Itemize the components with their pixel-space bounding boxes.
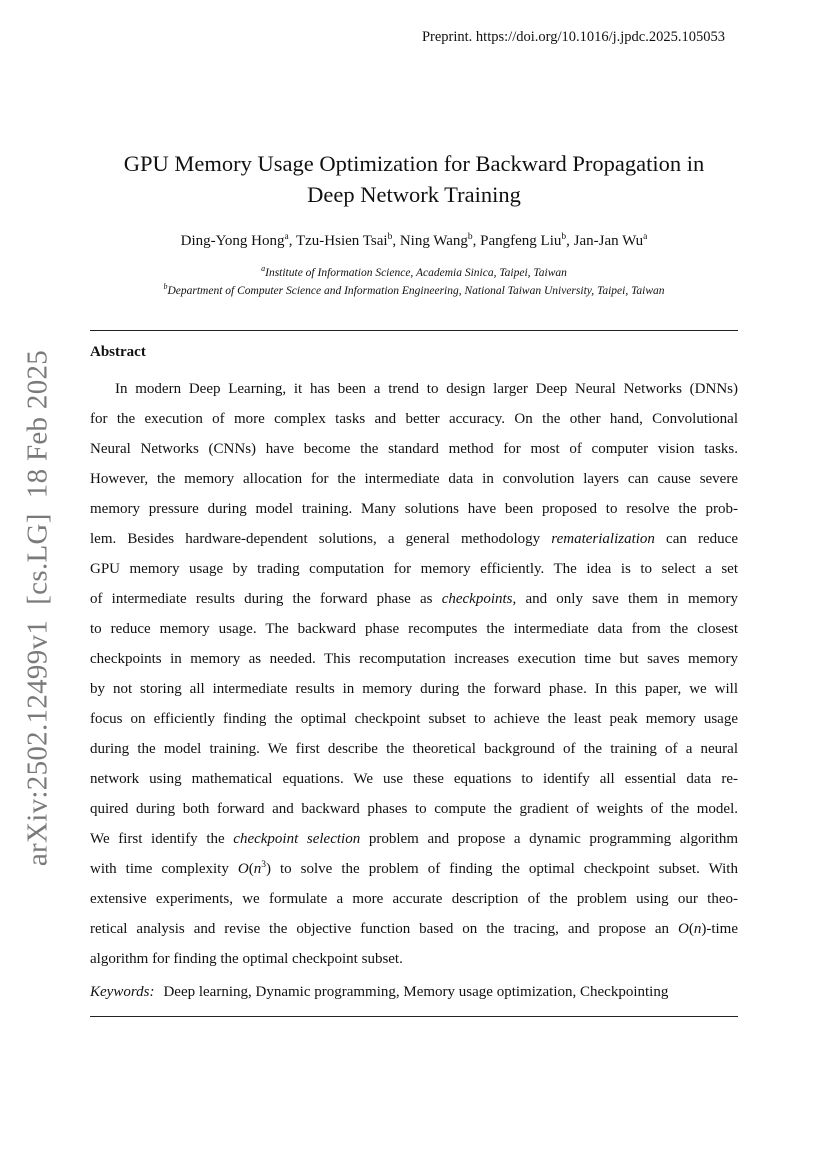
abstract-line: to reduce memory usage. The backward phase recomputes the intermediate data from the closest <box>90 621 738 637</box>
affiliation-text: Institute of Information Science, Academia Sinica, Taipei, Taiwan <box>265 266 567 279</box>
abstract-line: quired during both forward and backward phases to compute the gradient of weights of the model. <box>90 801 738 817</box>
abstract-line: by not storing all intermediate results in memory during the forward phase. In this paper, we will <box>90 681 738 697</box>
abstract-text: , and only save them in memory <box>512 591 738 607</box>
abstract-text: We first identify the <box>90 831 234 847</box>
abstract-line <box>90 824 738 854</box>
emphasized-term: rematerialization <box>551 531 655 547</box>
abstract-line: Neural Networks (CNNs) have become the standard method for most of computer vision tasks. <box>90 441 738 457</box>
abstract-line: memory pressure during model training. Many solutions have been proposed to resolve the prob- <box>90 501 738 517</box>
author-name: Jan-Jan Wu <box>573 233 644 249</box>
abstract-text: lem. Besides hardware-dependent solutions, a general methodology <box>90 531 552 547</box>
paper-title <box>90 148 738 210</box>
author-name: Ning Wang <box>399 233 468 249</box>
affiliation-b <box>90 282 738 297</box>
abstract-line: during the model training. We first describe the theoretical background of the training of a neural <box>90 741 738 757</box>
abstract-line: network using mathematical equations. We use these equations to identify all essential data re- <box>90 771 738 787</box>
author-affiliation-mark: a <box>643 232 648 242</box>
bottom-divider <box>90 1016 738 1017</box>
math-expression: O(n) <box>678 921 707 937</box>
author-affiliation-mark: b <box>467 232 473 242</box>
abstract-body <box>90 374 738 974</box>
top-divider <box>90 330 738 331</box>
author-name: Tzu-Hsien Tsai <box>295 233 388 249</box>
author-name: Pangfeng Liu <box>480 233 562 249</box>
abstract-line: for the execution of more complex tasks and better accuracy. On the other hand, Convolutional <box>90 411 738 427</box>
arxiv-identifier-stamp: arXiv:2502.12499v1 [cs.LG] 18 Feb 2025 <box>21 349 54 867</box>
abstract-line: extensive experiments, we formulate a more accurate description of the problem using our theo- <box>90 891 738 907</box>
emphasized-term: checkpoint selection <box>233 831 361 847</box>
abstract-line: checkpoints in memory as needed. This recomputation increases execution time but saves memory <box>90 651 738 667</box>
affiliation-a <box>90 264 738 279</box>
author-affiliation-mark: b <box>561 232 567 242</box>
affiliation-mark: b <box>163 282 168 291</box>
abstract-line: In modern Deep Learning, it has been a trend to design larger Deep Neural Networks (DNNs) <box>115 381 738 397</box>
abstract-line <box>90 524 738 554</box>
author-affiliation-mark: a <box>284 232 289 242</box>
keywords-label: Keywords: <box>90 984 155 1000</box>
abstract-text: problem and propose a dynamic programming algorithm <box>360 831 739 847</box>
abstract-line: algorithm for finding the optimal checkpoint subset. <box>90 951 403 967</box>
abstract-text: can reduce <box>654 531 738 547</box>
affiliation-text: Department of Computer Science and Information Engineering, National Taiwan University, Taipei, Taiwan <box>167 284 665 297</box>
keywords-text: Deep learning, Dynamic programming, Memory usage optimization, Checkpointing <box>163 984 669 1000</box>
author-list: Ding-Yong Hong$^a$, Tzu-Hsien Tsai$^b$, Ning Wang$^b$, Pangfeng Liu$^b$, Jan-Jan Wu$^a$ <box>180 232 648 249</box>
author-affiliation-mark: b <box>387 232 393 242</box>
abstract-line: GPU memory usage by trading computation for memory efficiently. The idea is to select a set <box>90 561 738 577</box>
paper-title-line-2: Deep Network Training <box>307 182 521 207</box>
abstract-line <box>90 584 738 614</box>
abstract-line: with time complexity $O(n^3)$ to solve the problem of finding the optimal checkpoint subset. With <box>90 860 738 877</box>
abstract-line: However, the memory allocation for the intermediate data in convolution layers can cause severe <box>90 471 738 487</box>
emphasized-term: checkpoints <box>441 591 513 607</box>
abstract-heading: Abstract <box>90 344 146 360</box>
math-expression: $O(n^3)$ <box>237 860 271 877</box>
abstract-line: retical analysis and revise the objective function based on the tracing, and propose an O(n)-time <box>90 921 738 937</box>
abstract-line: focus on efficiently finding the optimal checkpoint subset to achieve the least peak memory usage <box>90 711 738 727</box>
paper-title-line-1: GPU Memory Usage Optimization for Backward Propagation in <box>123 151 705 176</box>
affiliation-mark: a <box>261 264 266 273</box>
abstract-text: of intermediate results during the forward phase as <box>90 591 442 607</box>
preprint-doi-line: Preprint. https://doi.org/10.1016/j.jpdc.2025.105053 <box>421 29 725 45</box>
keywords-line <box>90 984 738 1001</box>
author-name: Ding-Yong Hong <box>180 233 285 249</box>
